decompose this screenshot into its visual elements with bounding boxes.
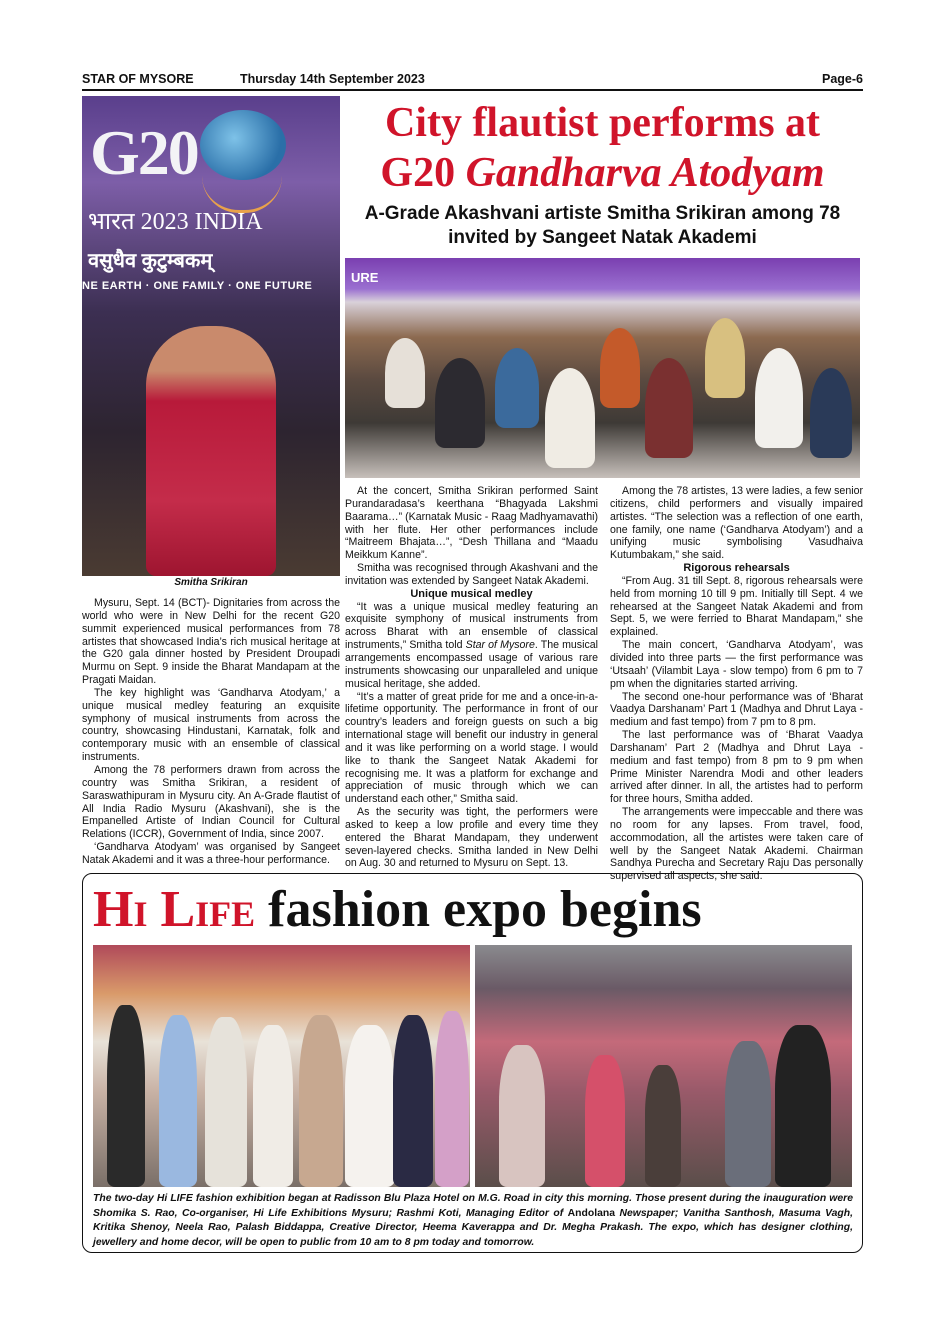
musician-figure <box>600 328 640 408</box>
expo-photo-group <box>93 945 470 1187</box>
paper-name: STAR OF MYSORE <box>82 72 194 86</box>
subheading-unique-medley: Unique musical medley <box>410 587 533 600</box>
person-figure <box>499 1045 545 1187</box>
article-subhead: A-Grade Akashvani artiste Smitha Srikiran among 78 invited by Sangeet Natak Akademi <box>364 203 841 248</box>
person-figure <box>299 1015 343 1187</box>
paragraph: “From Aug. 31 till Sept. 8, rigorous rehearsals were held from morning 10 till 9 pm. Initially till Sept. 4 we rehearsed at the Sangeet Natak Akademi and from Sept. 5, we were ferried to Bharat Mandapam,” she explained. <box>610 574 863 639</box>
smitha-photo <box>82 96 340 576</box>
paragraph: Among the 78 artistes, 13 were ladies, a few senior citizens, child performers and visually impaired artistes. “The selection was a reflection of one earth, one family, one name (‘Gandharva Atodyam’) and a unifying music symbolising Vasudhaiva Kutumbakam,” she said. <box>610 485 863 562</box>
headline-line2 <box>342 148 863 198</box>
paragraph: The main concert, ‘Gandharva Atodyam’, was divided into three parts — the first performance was ‘Utsaah’ (Vilambit Laya - slow tempo) from 6 pm to 7 pm when the dignitaries started arriving. <box>610 639 863 690</box>
caption-text: The two-day Hi LIFE fashion exhibition began at Radisson Blu Plaza Hotel on M.G. Road in city this morning. Those present during the inauguration were Shomika S. Rao, Co-organiser, Hi Life Exhibitions Mysuru; Rashmi Koti, Managing Editor of <box>93 1193 853 1219</box>
article-column-3 <box>610 485 863 883</box>
text-run: . The musical arrangements encompassed usage of various rare instruments showcasing our unparalleled and unique musical heritage, she added. <box>345 639 599 690</box>
person-figure <box>205 1017 247 1187</box>
g20-backdrop-line3: NE EARTH · ONE FAMILY · ONE FUTURE <box>82 280 313 292</box>
photo-caption: Smitha Srikiran <box>174 577 248 588</box>
paragraph: Among the 78 performers drawn from across the country was Smitha Srikiran, a resident of Saraswathipuram in Mysuru city. An A-Grade flautist of All India Radio Mysuru (Akashvani), she is the Empanelled Artiste of Indian Council for Cultural Relations (ICCR), Government of India, since 2007. <box>82 763 340 841</box>
text-run: “It was a unique musical medley featuring an exquisite symphony of musical instruments from across Bharat with an ensemble of classical instruments,” Smitha told <box>345 600 598 652</box>
caption-newspaper-name: Andolana <box>567 1207 615 1219</box>
person-figure <box>725 1041 771 1187</box>
concert-stage-photo <box>345 258 860 478</box>
expo-caption <box>93 1192 853 1251</box>
paragraph: “It’s a matter of great pride for me and a once-in-a-lifetime opportunity. The performance in front of our country’s leaders and foreign guests on such a big international stage will benefit our industry in general and it was like performing on a world stage. I would like to thank the Sangeet Natak Akademi for recognising me. It was a platform for exchange and appreciation of music through which we can understand each other,” Smitha said. <box>345 690 598 806</box>
headline-italic: Gandharva Atodyam <box>465 150 825 196</box>
person-figure <box>585 1055 625 1187</box>
person-figure <box>393 1015 433 1187</box>
expo-headline-rest: fashion expo begins <box>255 881 702 938</box>
musician-figure <box>495 348 539 428</box>
headline-line1: City flautist performs at <box>384 100 821 146</box>
person-figure <box>645 1065 681 1187</box>
article-headline <box>342 98 863 198</box>
stage-backdrop-text: URE <box>351 270 379 285</box>
paragraph: Smitha was recognised through Akashvani and the invitation was extended by Sangeet Natak Akademi. <box>345 562 598 587</box>
subheading-rigorous-rehearsals: Rigorous rehearsals <box>683 562 790 575</box>
g20-backdrop-line1: भारत 2023 INDIA <box>88 209 263 235</box>
article-column-2 <box>345 485 598 870</box>
masthead-rule <box>82 89 863 91</box>
globe-icon <box>200 110 286 180</box>
g20-backdrop-line2: वसुधैव कुटुम्बकम् <box>88 250 213 272</box>
person-figure <box>159 1015 197 1187</box>
headline-g20: G20 <box>380 150 466 196</box>
paragraph: The arrangements were impeccable and there was no room for any lapses. From travel, food, accommodation, all the artistes were taken care of well by the Sangeet Natak Akademi. Chairman Sandhya Purecha and Secretary Raju Das personally supervised all aspects, she said. <box>610 806 863 883</box>
page-number: Page-6 <box>822 72 863 86</box>
issue-date: Thursday 14th September 2023 <box>240 72 425 86</box>
person-figure <box>435 1011 469 1187</box>
musician-figure <box>545 368 595 468</box>
paragraph: As the security was tight, the performers were asked to keep a low profile and every time they entered the Bharat Mandapam, they underwent seven-layered checks. Smitha landed in New Delhi on Aug. 30 and returned to Mysuru on Sept. 13. <box>345 806 598 870</box>
musician-figure <box>755 348 803 448</box>
hi-life-brand: Hi Life <box>93 881 256 938</box>
g20-logo-text: G20 <box>90 117 198 188</box>
musician-figure <box>645 358 693 458</box>
musician-figure <box>705 318 745 398</box>
paragraph: The second one-hour performance was of ‘Bharat Vaadya Darshanam’ Part 1 (Madhya and Dhrut Laya - medium and fast tempo) from 7 pm to 8 pm. <box>610 690 863 729</box>
paragraph: At the concert, Smitha Srikiran performed Saint Purandaradasa’s keerthana “Bhagyada Lakshmi Baarama…” (Karnatak Music - Raag Madhyamavathi) with her flute. Her other performances include “Maitreem Bhajata…”, “Desh Thillana and “Maadu Meikkum Kanne”. <box>345 485 598 562</box>
person-figure <box>345 1025 395 1187</box>
musician-figure <box>810 368 852 458</box>
article-column-1 <box>82 597 340 867</box>
expo-photo-visitors <box>475 945 852 1187</box>
paragraph: The key highlight was ‘Gandharva Atodyam,’ a unique musical medley featuring an exquisite symphony of musical instruments from across the country, showcasing Hindustani, Karnatak, folk and contemporary music with an ensemble of classical instruments. <box>82 686 340 764</box>
caption-text: Newspaper; Vanitha Santhosh, Masuma Vagh, Kritika Shenoy, Neela Rao, Palash Biddappa, Creative Director, Heema Kaverappa and Dr. Megha Prakash. The expo, which has designer clothing, jewellery and home decor, will be open to public from 10 am to 8 pm today and tomorrow. <box>93 1207 853 1249</box>
expo-headline <box>93 880 853 940</box>
musician-figure <box>435 358 485 448</box>
person-figure <box>107 1005 145 1187</box>
musician-figure <box>385 338 425 408</box>
paragraph: ‘Gandharva Atodyam’ was organised by Sangeet Natak Akademi and it was a three-hour performance. <box>82 841 340 866</box>
paragraph: The last performance was of ‘Bharat Vaadya Darshanam’ Part 2 (Madhya and Dhrut Laya - medium and fast tempo) from 8 pm to 9 pm when Prime Minister Narendra Modi and other leaders arrived after dinner. In all, the artistes had to perform for three hours, Smitha added. <box>610 729 863 806</box>
paragraph <box>345 601 598 691</box>
person-figure <box>253 1025 293 1187</box>
person-figure <box>775 1025 831 1187</box>
flautist-figure <box>146 326 276 576</box>
masthead <box>82 72 863 88</box>
publication-name: Star of Mysore <box>465 639 535 652</box>
paragraph: Mysuru, Sept. 14 (BCT)- Dignitaries from across the world who were in New Delhi for the recent G20 summit experienced musical performances from 78 artistes that showcased India’s rich musical heritage at the G20 gala dinner hosted by President Droupadi Murmu on Sept. 9 inside the Bharat Mandapam at the Pragati Maidan. <box>82 597 340 687</box>
